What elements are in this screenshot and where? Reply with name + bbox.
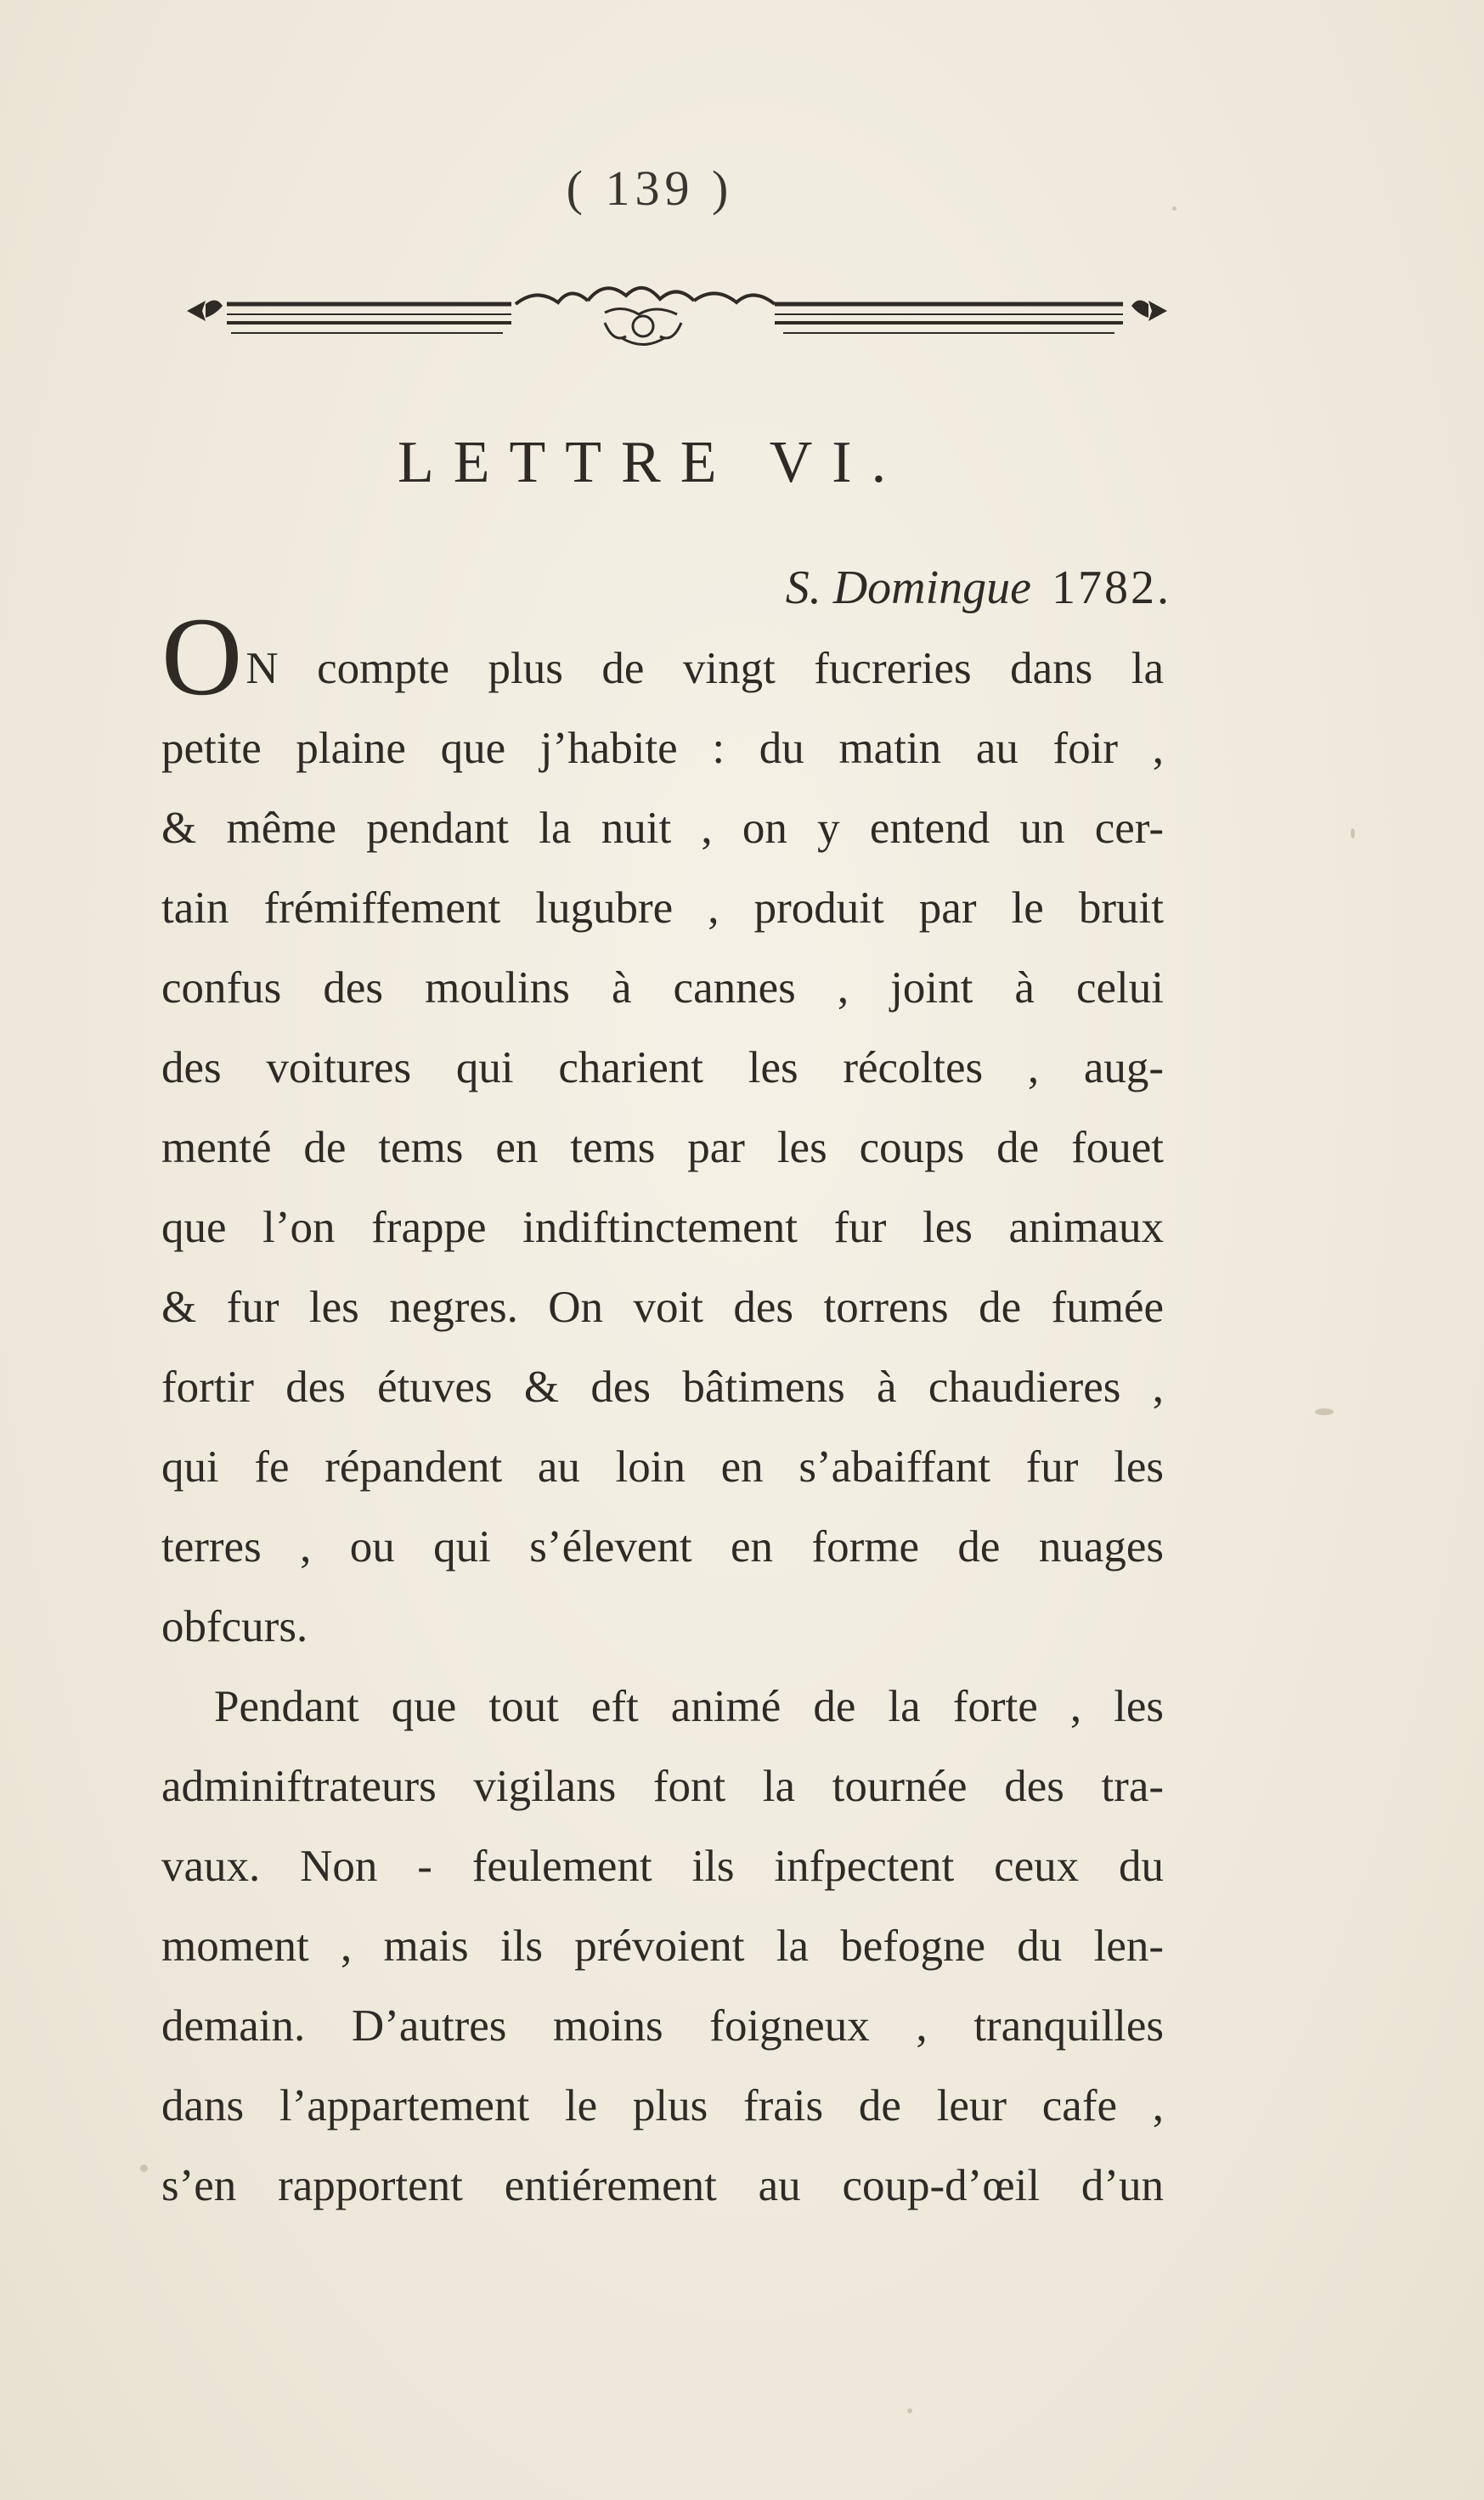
paper-speck [1172,206,1176,211]
text-line: qui fe répandent au loin en s’abaiffant fur les [161,1442,1164,1492]
text-line: que l’on frappe indiftinctement fur les animaux [161,1203,1164,1252]
dateline-place: S. Domingue [785,562,1031,614]
text-line: confus des moulins à cannes , joint à celui [161,963,1164,1013]
text-line: dans l’appartement le plus frais de leur cafe , [161,2081,1164,2130]
text-line: des voitures qui charient les récoltes , aug- [161,1043,1164,1092]
text-line: tain frémiffement lugubre , produit par le bruit [161,883,1164,933]
dateline-year: 1782. [1052,562,1171,614]
paper-speck [140,2164,148,2172]
first-line-text: N compte plus de vingt fucreries dans la [245,644,1164,693]
letter-title: LETTRE VI. [398,430,906,495]
page-number: ( 139 ) [566,161,734,216]
text-line: moment , mais ils prévoient la befogne du len- [161,1922,1164,1971]
dateline [786,561,1171,615]
text-line: & même pendant la nuit , on y entend un cer- [161,804,1164,853]
text-line: menté de tems en tems par les coups de fouet [161,1123,1164,1172]
text-line: s’en rapportent entiérement au coup-d’œil d’un [161,2161,1164,2210]
text-line: & fur les negres. On voit des torrens de fumée [161,1283,1164,1332]
text-line: Pendant que tout eft animé de la forte , les [214,1682,1164,1731]
paper-speck [1351,828,1355,838]
drop-cap: O [161,594,243,719]
text-line: adminiftrateurs vigilans font la tournée des tra- [161,1762,1164,1811]
paper-speck [1315,1408,1334,1415]
letter-body [161,594,1164,2226]
text-line [161,594,1164,719]
paper-speck [907,2408,912,2413]
text-line: petite plaine que j’habite : du matin au foir , [161,724,1164,773]
text-line: terres , ou qui s’élevent en forme de nuages [161,1522,1164,1572]
text-line: fortir des étuves & des bâtimens à chaudieres , [161,1363,1164,1412]
text-line: vaux. Non - feulement ils infpectent ceux du [161,1842,1164,1891]
decorative-rule-ornament-icon [180,270,1174,364]
text-line: obfcurs. [161,1602,308,1651]
text-line: demain. D’autres moins foigneux , tranquilles [161,2001,1164,2051]
